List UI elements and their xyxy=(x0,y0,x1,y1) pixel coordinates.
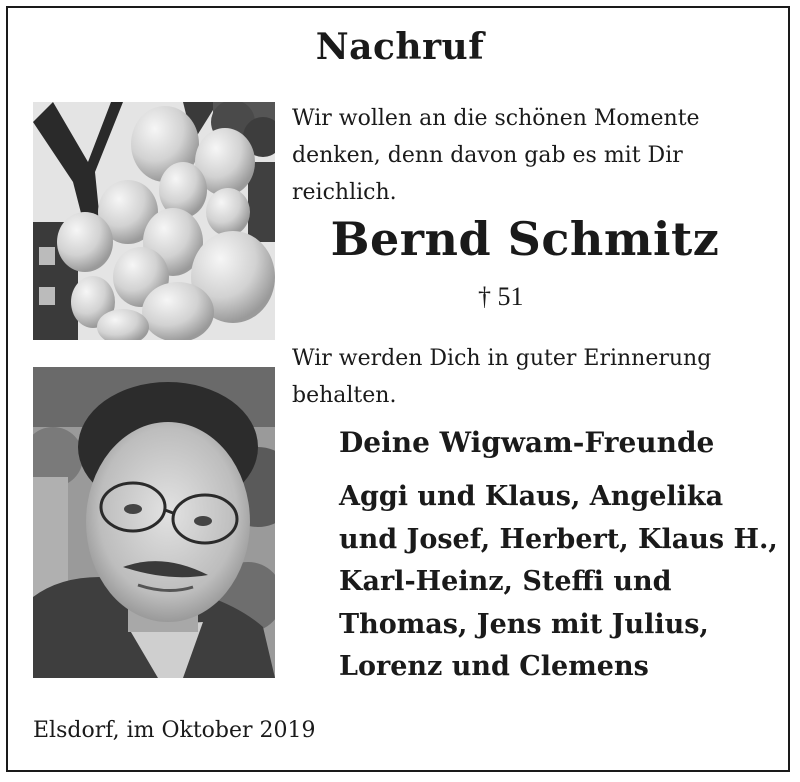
signatory-names xyxy=(339,476,779,689)
balloons-photo xyxy=(33,102,275,340)
signatory-group: Deine Wigwam-Freunde xyxy=(339,426,715,459)
signatory-line: Thomas, Jens mit Julius, xyxy=(339,608,709,640)
signatory-line: Lorenz und Clemens xyxy=(339,651,649,682)
signatory-line: und Josef, Herbert, Klaus H., xyxy=(339,523,778,555)
intro-line: Wir wollen an die schönen Momente xyxy=(292,106,700,131)
memory-text xyxy=(292,340,772,414)
portrait-photo xyxy=(33,367,275,678)
memory-line: Wir werden Dich in guter Erinnerung xyxy=(292,346,712,371)
intro-line: denken, denn davon gab es mit Dir xyxy=(292,143,683,168)
signatory-line: Karl-Heinz, Steffi und xyxy=(339,566,672,597)
signatory-line: Aggi und Klaus, Angelika xyxy=(339,481,724,512)
place-date: Elsdorf, im Oktober 2019 xyxy=(33,718,316,743)
memory-line: behalten. xyxy=(292,383,397,408)
deceased-name: Bernd Schmitz xyxy=(330,212,720,266)
intro-line: reichlich. xyxy=(292,180,397,205)
intro-text xyxy=(292,100,772,211)
death-mark: † 51 xyxy=(478,282,524,311)
page-title: Nachruf xyxy=(315,26,485,68)
